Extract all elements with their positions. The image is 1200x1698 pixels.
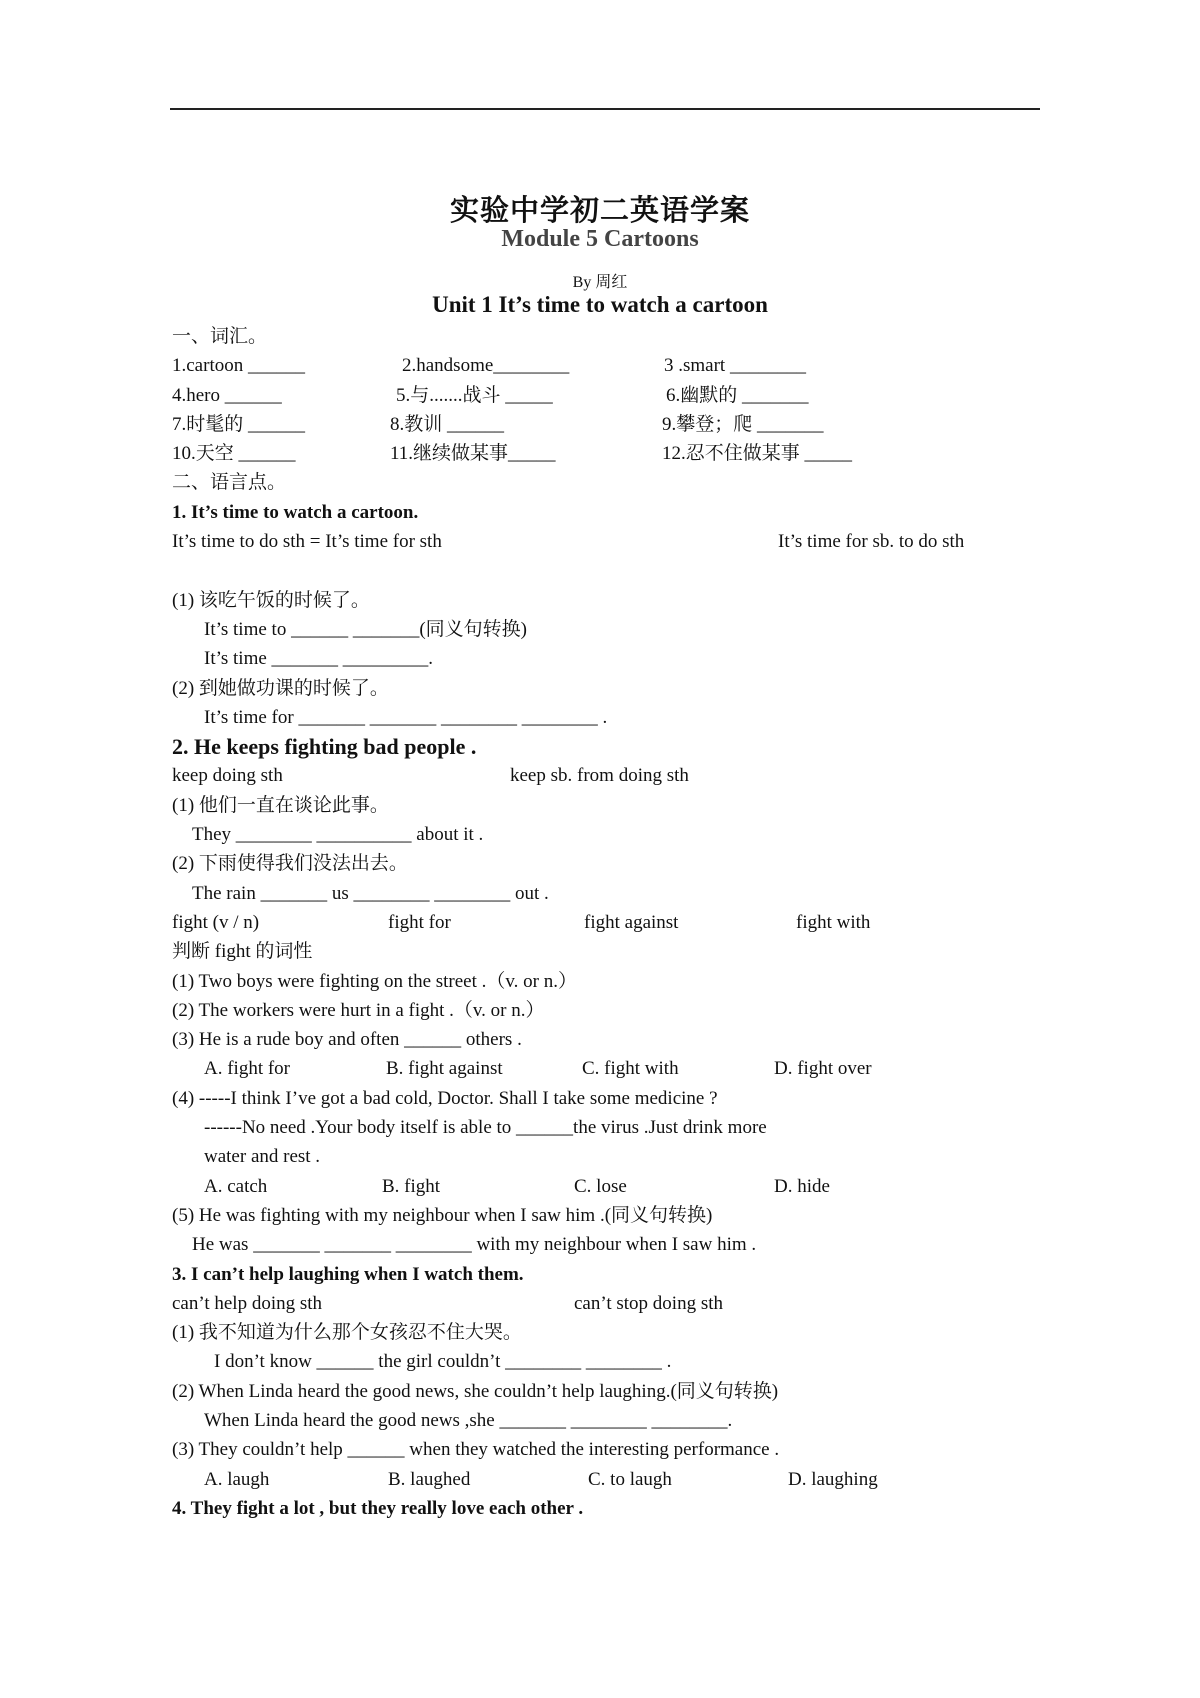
answer-line: It’s time to ______ _______(同义句转换) <box>204 618 527 640</box>
vocab-row <box>172 410 1052 439</box>
exercise: (5) He was fighting with my neighbour when I saw him .(同义句转换) <box>172 1204 713 1226</box>
spacer <box>172 556 1052 585</box>
exercise: (2) The workers were hurt in a fight .（v. or n.） <box>172 999 545 1021</box>
question: (1) 该吃午饭的时候了。 <box>172 589 370 611</box>
option: A. catch <box>204 1175 268 1197</box>
author-line: By 周红 <box>572 274 628 291</box>
question: (1) 他们一直在谈论此事。 <box>172 794 389 816</box>
option: C. lose <box>574 1175 627 1197</box>
vocab-item: 7.时髦的 ______ <box>172 413 306 435</box>
answer-line: It’s time _______ _________. <box>204 648 434 670</box>
point-3-title: 3. I can’t help laughing when I watch them. <box>172 1263 524 1285</box>
vocab-row <box>172 439 1052 468</box>
vocab-item: 6.幽默的 _______ <box>666 384 809 406</box>
vocab-item: 10.天空 ______ <box>172 443 296 465</box>
vocab-item: 11.继续做某事_____ <box>390 443 556 465</box>
worksheet-body <box>172 322 1052 1523</box>
exercise: (1) Two boys were fighting on the street .（v. or n.） <box>172 970 577 992</box>
answer-line: He was _______ _______ ________ with my neighbour when I saw him . <box>192 1234 757 1256</box>
answer-line: When Linda heard the good news ,she _______ ________ ________. <box>204 1409 733 1431</box>
vocab-row <box>172 381 1052 410</box>
grammar-heading: 二、语言点。 <box>172 472 287 494</box>
pattern: It’s time to do sth = It’s time for sth <box>172 531 442 553</box>
answer-line: The rain _______ us ________ ________ out . <box>192 882 549 904</box>
option: D. hide <box>774 1175 830 1197</box>
option: A. fight for <box>204 1058 291 1080</box>
phrase: fight (v / n) <box>172 911 260 933</box>
exercise: ------No need .Your body itself is able to ______the virus .Just drink more <box>204 1117 767 1139</box>
option: B. fight <box>382 1175 441 1197</box>
vocab-item: 2.handsome________ <box>402 355 570 377</box>
page-title: 实验中学初二英语学案 <box>449 193 750 227</box>
exercise: (3) They couldn’t help ______ when they watched the interesting performance . <box>172 1439 780 1461</box>
point-1-title: 1. It’s time to watch a cartoon. <box>172 501 419 523</box>
question: (1) 我不知道为什么那个女孩忍不住大哭。 <box>172 1322 522 1344</box>
options-row <box>172 1054 1052 1083</box>
exercise: water and rest . <box>204 1146 321 1168</box>
vocab-item: 4.hero ______ <box>172 384 282 406</box>
pattern: keep doing sth <box>172 765 283 787</box>
vocab-row <box>172 351 1052 380</box>
pattern: can’t help doing sth <box>172 1292 323 1314</box>
pattern: keep sb. from doing sth <box>510 765 689 787</box>
phrase: fight with <box>796 911 871 933</box>
options-row <box>172 1465 1052 1494</box>
option: D. laughing <box>788 1468 878 1490</box>
fight-phrases <box>172 908 1052 937</box>
header-rule <box>170 108 1040 110</box>
vocab-item: 9.攀登；爬 _______ <box>662 413 824 435</box>
option: B. laughed <box>388 1468 471 1490</box>
pattern: can’t stop doing sth <box>574 1292 724 1314</box>
option: C. fight with <box>582 1058 679 1080</box>
answer-line: They ________ __________ about it . <box>192 824 484 846</box>
option: A. laugh <box>204 1468 270 1490</box>
answer-line: I don’t know ______ the girl couldn’t ________ ________ . <box>214 1351 672 1373</box>
vocab-item: 8.教训 ______ <box>390 413 505 435</box>
instruction: 判断 fight 的词性 <box>172 941 313 963</box>
unit-title: Unit 1 It’s time to watch a cartoon <box>432 292 768 317</box>
point-3-patterns <box>172 1289 1052 1318</box>
question: (2) 下雨使得我们没法出去。 <box>172 853 408 875</box>
phrase: fight against <box>584 911 679 933</box>
vocab-item: 5.与.......战斗 _____ <box>396 384 553 406</box>
vocab-item: 1.cartoon ______ <box>172 355 305 377</box>
point-4-title: 4. They fight a lot , but they really love each other . <box>172 1497 584 1519</box>
question: (2) When Linda heard the good news, she couldn’t help laughing.(同义句转换) <box>172 1380 779 1402</box>
point-2-title: 2. He keeps fighting bad people . <box>172 734 477 760</box>
option: C. to laugh <box>588 1468 672 1490</box>
point-2-patterns <box>172 761 1052 790</box>
vocab-item: 12.忍不住做某事 _____ <box>662 443 853 465</box>
module-title: Module 5 Cartoons <box>501 226 699 252</box>
pattern: It’s time for sb. to do sth <box>778 531 965 553</box>
option: D. fight over <box>774 1058 872 1080</box>
point-1-patterns <box>172 527 1052 556</box>
question: (2) 到她做功课的时候了。 <box>172 677 389 699</box>
vocab-item: 3 .smart ________ <box>664 355 806 377</box>
vocab-heading: 一、词汇。 <box>172 326 268 347</box>
exercise: (4) -----I think I’ve got a bad cold, Doctor. Shall I take some medicine ? <box>172 1087 718 1109</box>
exercise: (3) He is a rude boy and often ______ others . <box>172 1029 522 1051</box>
options-row <box>172 1172 1052 1201</box>
option: B. fight against <box>386 1058 503 1080</box>
answer-line: It’s time for _______ _______ ________ ________ . <box>204 706 608 728</box>
phrase: fight for <box>388 911 451 933</box>
